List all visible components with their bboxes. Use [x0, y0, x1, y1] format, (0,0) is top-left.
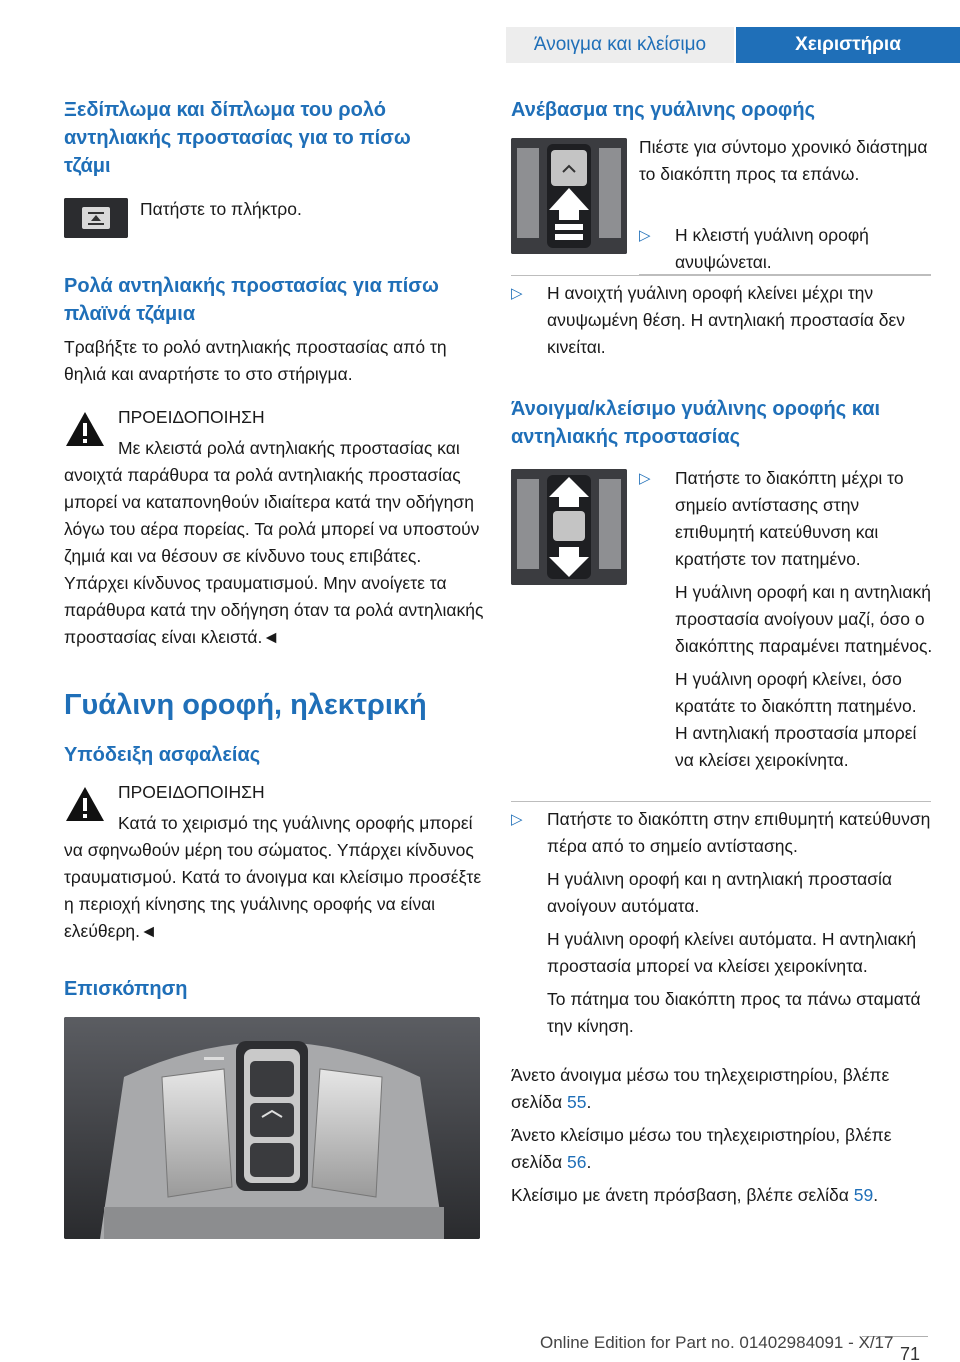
bullet-arrow-icon: ▷	[639, 470, 651, 487]
bullet-arrow-icon: ▷	[511, 285, 523, 302]
heading-glass-roof: Γυάλινη οροφή, ηλεκτρική	[64, 689, 427, 721]
comfort-open-ref: Άνετο άνοιγμα μέσω του τηλεχειριστηρίου, βλέπε σελίδα 55.	[511, 1065, 890, 1112]
open-step	[511, 465, 931, 801]
page-link[interactable]: 56	[566, 1152, 587, 1172]
edition-note: Online Edition for Part no. 01402984091 - X/17	[540, 1333, 894, 1352]
tilt-bullet-2: ▷ Η ανοιχτή γυάλινη οροφή κλείνει μέχρι την ανυψωμένη θέση. Η αντηλιακή προστασία δεν κινείται.	[511, 275, 931, 361]
heading-side-window-blinds: Ρολά αντηλιακής προστασίας για πίσω πλαϊνά τζάμια	[64, 275, 439, 325]
warning-text: Με κλειστά ρολά αντηλιακής προστασίας και ανοιχτά παράθυρα τα ρολά αντηλιακής προστασίας μπορεί να καταπονηθούν ιδιαίτερα κατά την οδήγηση λόγω του αέρα πορείας. Τα ρολά μπορεί να υποστούν ζημιά και να θέσουν σε κίνδυνο τους επιβάτες. Υπάρχει κίνδυνος τραυματισμού. Μην ανοίγετε τα παράθυρα κατά την οδήγηση όταν τα ρολά αντηλιακής προστασίας είναι κλειστά.◄	[64, 438, 484, 647]
heading-rear-window-blind: Ξεδίπλωμα και δίπλωμα του ρολό αντηλιακής προστασίας για το πίσω τζάμι	[64, 99, 411, 177]
page-link[interactable]: 59	[853, 1185, 874, 1205]
warning-text: Κατά το χειρισμό της γυάλινης οροφής μπορεί να σφηνωθούν μέρη του σώματος. Υπάρχει κίνδυνος τραυματισμού. Κατά το άνοιγμα και κλείσιμο προσέξτε η περιοχή κίνησης της γυάλινης οροφής να είναι ελεύθερη.◄	[64, 813, 482, 941]
warning-block-1	[64, 404, 482, 651]
chapter-tab: Χειριστήρια	[736, 27, 960, 63]
tilt-bullet-1: ▷ Η κλειστή γυάλινη οροφή ανυψώνεται.	[639, 222, 931, 276]
heading-overview: Επισκόπηση	[64, 978, 188, 1000]
tilt-step	[511, 138, 931, 274]
side-blind-text: Τραβήξτε το ρολό αντηλιακής προστασίας από τη θηλιά και αναρτήστε το στο στήριγμα.	[64, 337, 447, 384]
open-bullet-2: ▷ Πατήστε το διακόπτη στην επιθυμητή κατεύθυνση πέρα από το σημείο αντίστασης. Η γυάλινη οροφή και η αντηλιακή προστασία ανοίγουν αυτόματα. Η γυάλινη οροφή κλείνει αυτόματα. Η αντηλιακή προστασία μπορεί να κλείσει χειροκίνητα. Το πάτημα του διακόπτη προς τα πάνω σταματά την κίνηση.	[511, 801, 931, 1040]
right-column	[511, 96, 931, 1209]
open-bullet-1-note: Η γυάλινη οροφή και η αντηλιακή προστασία ανοίγουν μαζί, όσο ο διακόπτης παραμένει πατημένος.	[675, 582, 933, 656]
warning-title: ΠΡΟΕΙΔΟΠΟΙΗΣΗ	[118, 782, 265, 802]
heading-tilt-roof: Ανέβασμα της γυάλινης οροφής	[511, 99, 815, 121]
fold-instruction: Πατήστε το πλήκτρο.	[140, 199, 302, 219]
fold-step	[64, 196, 482, 264]
switch-updown-image	[511, 469, 627, 585]
page-header	[0, 0, 960, 64]
comfort-close-ref: Άνετο κλείσιμο μέσω του τηλεχειριστηρίου, βλέπε σελίδα 56.	[511, 1125, 892, 1172]
tilt-instruction: Πιέστε για σύντομο χρονικό διάστημα το διακόπτη προς τα επάνω.	[639, 137, 928, 184]
switch-up-image	[511, 138, 627, 254]
roof-console-image	[64, 1017, 480, 1239]
bullet-arrow-icon: ▷	[511, 811, 523, 828]
heading-open-close: Άνοιγμα/κλείσιμο γυάλινης οροφής και αντηλιακής προστασίας	[511, 398, 881, 448]
open-bullet-2-note: Η γυάλινη οροφή και η αντηλιακή προστασία ανοίγουν αυτόματα.	[547, 869, 893, 916]
page-number: 71	[899, 1344, 920, 1362]
warning-triangle-icon	[64, 785, 106, 823]
blind-button-image	[64, 198, 128, 238]
open-bullet-2-note: Η γυάλινη οροφή κλείνει αυτόματα. Η αντηλιακή προστασία μπορεί να κλείσει χειροκίνητα.	[547, 929, 917, 976]
section-tab: Άνοιγμα και κλείσιμο	[506, 27, 734, 63]
warning-triangle-icon	[64, 410, 106, 448]
page-link[interactable]: 55	[566, 1092, 587, 1112]
warning-block-2	[64, 779, 482, 945]
left-column	[64, 96, 482, 1239]
open-bullet-1-note: Η γυάλινη οροφή κλείνει, όσο κρατάτε το διακόπτη πατημένο. Η αντηλιακή προστασία μπορεί να κλείσει χειροκίνητα.	[675, 669, 917, 770]
open-bullet-2-note: Το πάτημα του διακόπτη προς τα πάνω σταματά την κίνηση.	[547, 989, 921, 1036]
heading-safety-note: Υπόδειξη ασφαλείας	[64, 744, 261, 766]
comfort-access-ref: Κλείσιμο με άνετη πρόσβαση, βλέπε σελίδα 59.	[511, 1185, 879, 1205]
warning-title: ΠΡΟΕΙΔΟΠΟΙΗΣΗ	[118, 407, 265, 427]
open-bullet-1: ▷ Πατήστε το διακόπτη μέχρι το σημείο αντίστασης στην επιθυμητή κατεύθυνση και κρατήστε τον πατημένο. Η γυάλινη οροφή και η αντηλιακή προστασία ανοίγουν μαζί, όσο ο διακόπτης παραμένει πατημένος. Η γυάλινη οροφή κλείνει, όσο κρατάτε το διακόπτη πατημένο. Η αντηλιακή προστασία μπορεί να κλείσει χειροκίνητα.	[639, 465, 933, 774]
bullet-arrow-icon: ▷	[639, 227, 651, 244]
